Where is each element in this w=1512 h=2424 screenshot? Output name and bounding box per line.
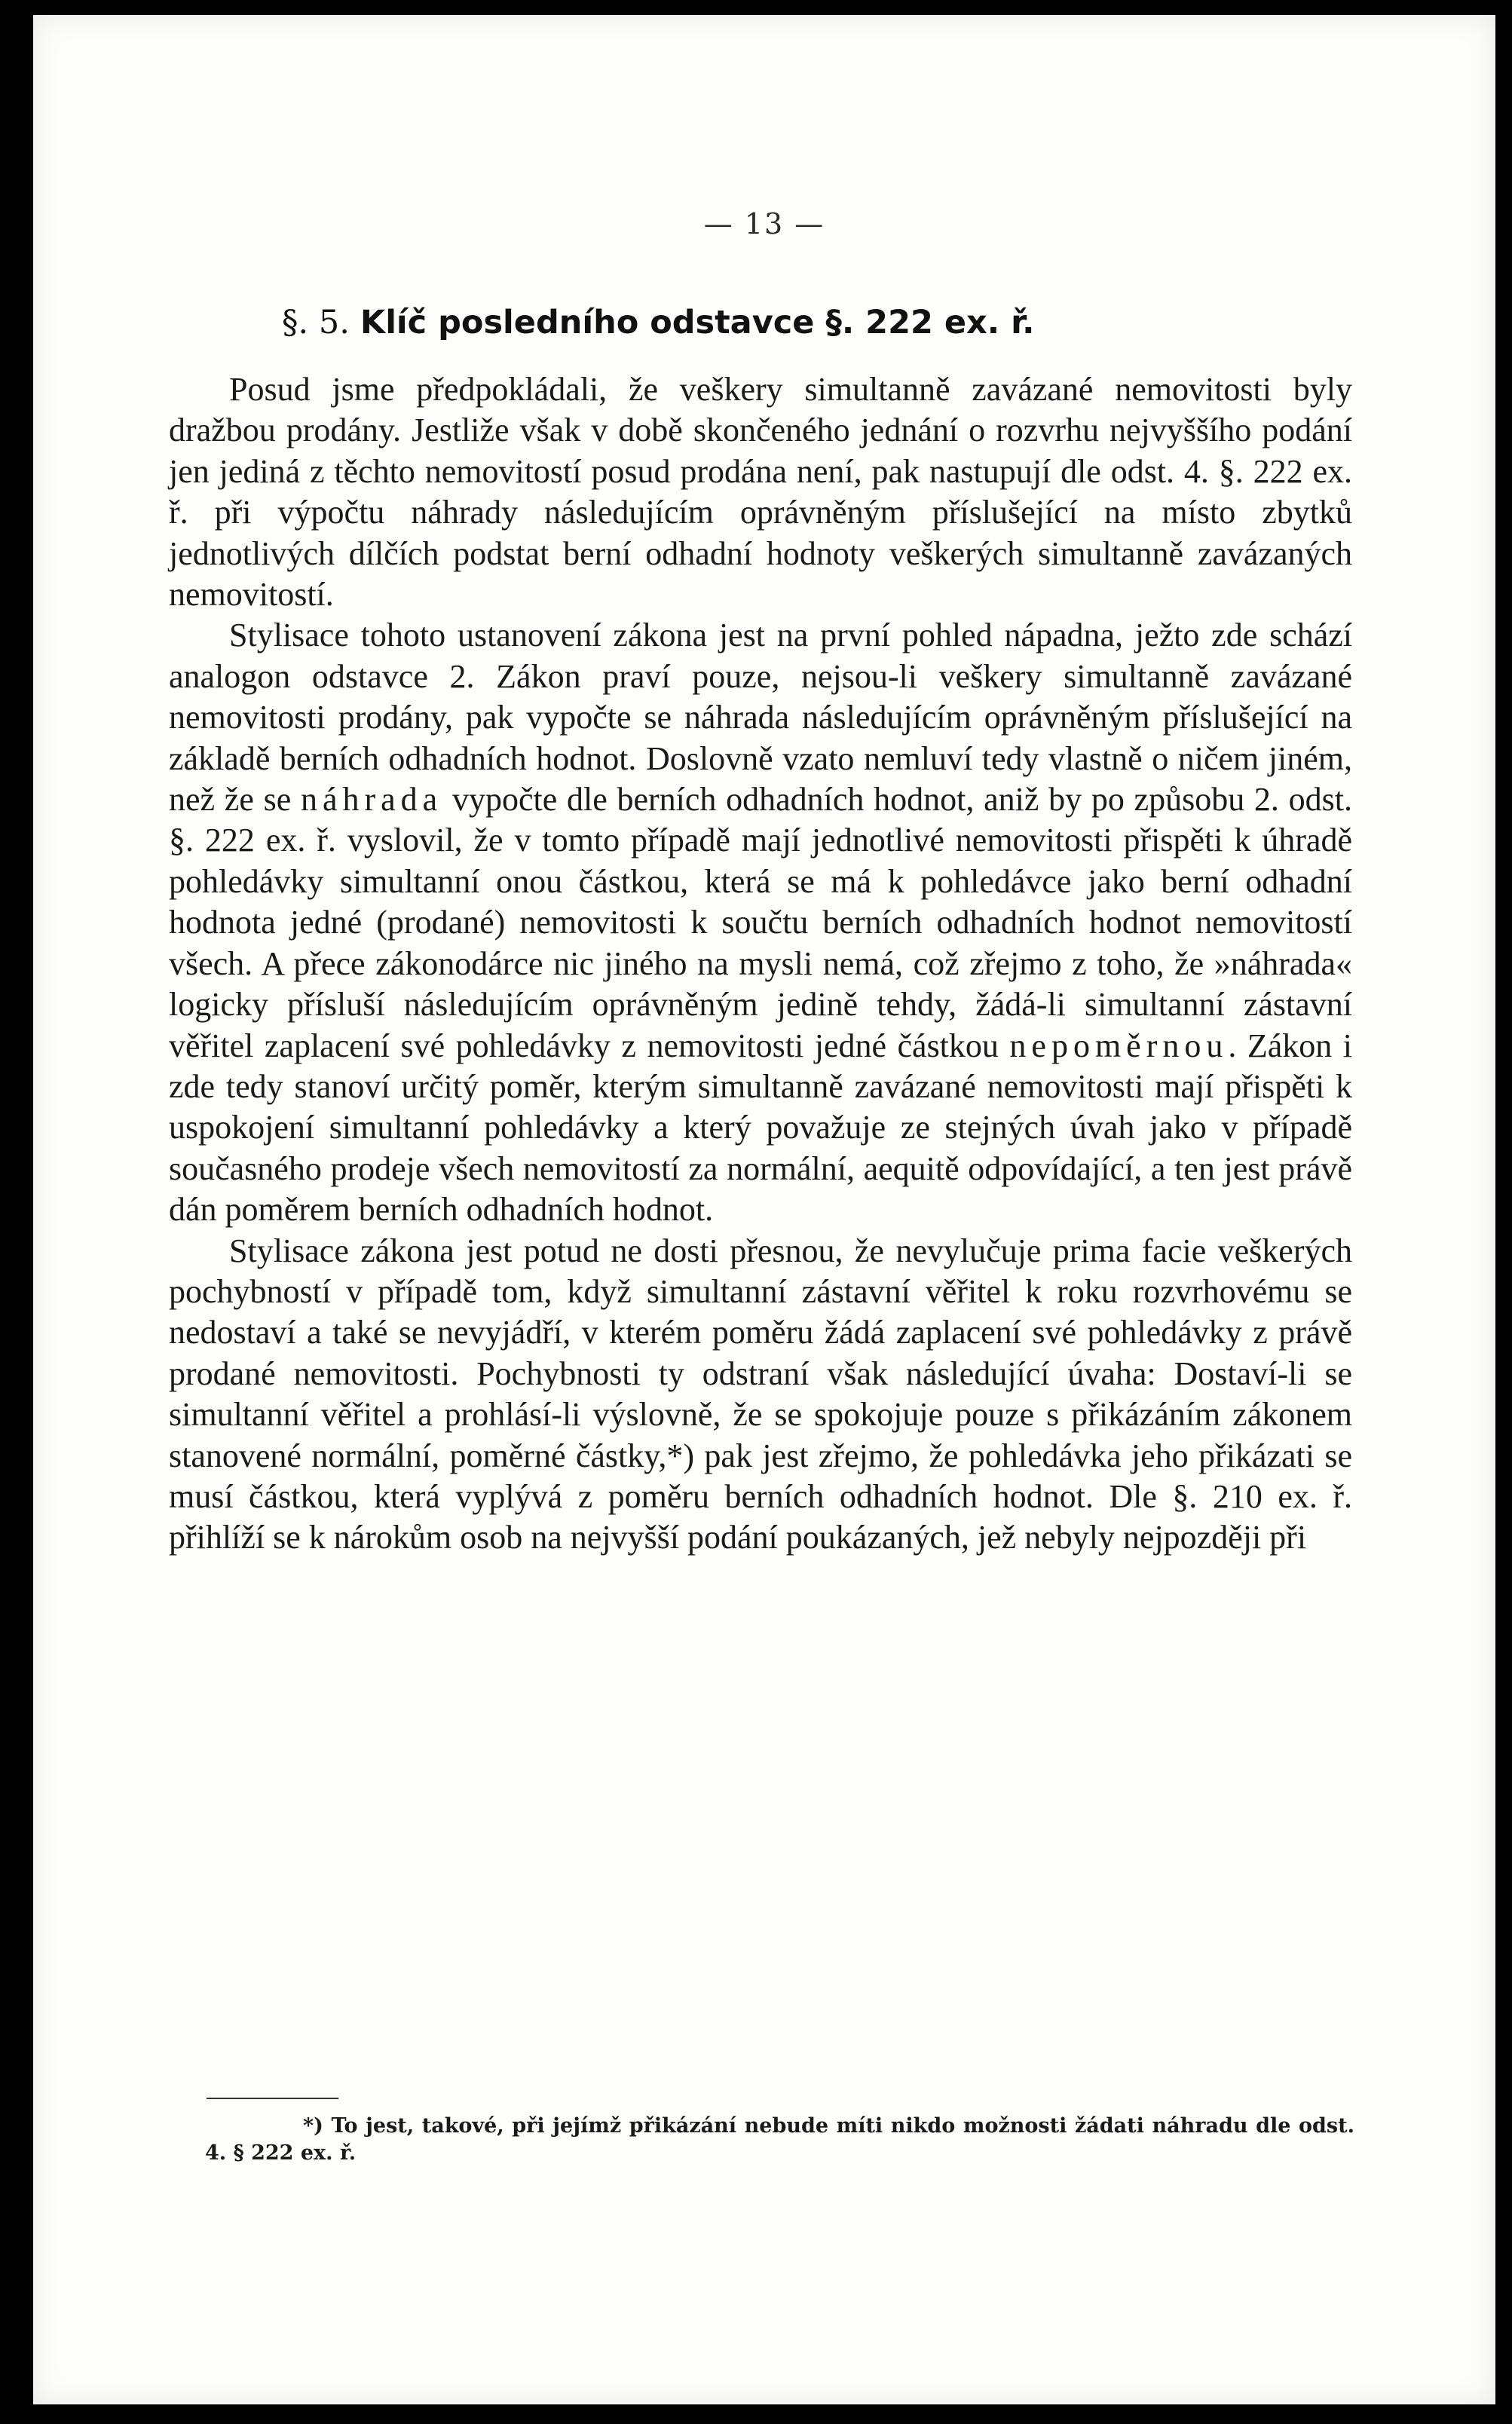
body-text [169, 369, 1352, 1559]
paragraph-1: Posud jsme předpokládali, že veškery simultanně zavázané nemovitosti byly dražbou prodány. Jestliže však v době skončeného jednání o rozvrhu nejvyššího podání jen jediná z těchto nemovitostí posud prodána není, pak nastupují dle odst. 4. §. 222 ex. ř. při výpočtu náhrady následujícím oprávněným příslušející na místo zbytků jednotlivých dílčích podstat berní odhadní hodnoty veškerých simultanně zavázaných nemovitostí. [169, 371, 1352, 614]
paragraph-2-part-1: Stylisace tohoto ustanovení zákona jest na první pohled nápadna, ježto zde schází analogon odstavce 2. Zákon praví pouze, nejsou-li veškery simultanně zavázané nemovitosti prodány, pak vypočte se náhrada následujícím oprávněným příslušející na základě berních odhadních hodnot. Doslovně vzato nemluví tedy vlastně o ničem jiném, než že se [169, 617, 1352, 819]
paragraph-2-part-2: vypočte dle berních odhadních hodnot, aniž by po způsobu 2. odst. §. 222 ex. ř. vyslovil, že v tomto případě mají jednotlivé nemovitosti přispěti k úhradě pohledávky simultanní onou částkou, která se má k pohledávce jako berní odhadní hodnota jedné (prodané) nemovitosti k součtu berních odhadních hodnot nemovitostí všech. A přece zákonodárce nic jiného na mysli nemá, což zřejmo z toho, že »náhrada« logicky přísluší následujícím oprávněným jedině tehdy, žádá-li simultanní zástavní věřitel zaplacení své pohledávky z nemovitosti jedné částkou [169, 781, 1353, 1064]
paragraph-3: Stylisace zákona jest potud ne dosti přesnou, že nevylučuje prima facie veškerých pochybností v případě tom, když simultanní zástavní věřitel k roku rozvrhovému se nedostaví a také se nevyjádří, v kterém poměru žádá zaplacení své pohledávky z právě prodané nemovitosti. Pochybnosti ty odstraní však následující úvaha: Dostaví-li se simultanní věřitel a prohlásí-li výslovně, že se spokojuje pouze s přikázáním zákonem stanovené normální, poměrné částky,*) pak jest zřejmo, že pohledávka jeho přikázati se musí částkou, která vyplývá z poměru berních odhadních hodnot. Dle §. 210 ex. ř. přihlíží se k nárokům osob na nejvyšší podání poukázaných, jež nebyly nejpozději při [169, 1232, 1352, 1556]
section-heading [282, 304, 1035, 341]
emphasis-nepomernou: nepoměrnou [1009, 1027, 1229, 1064]
footnote: *) To jest, takové, při jejímž přikázání nebude míti nikdo možnosti žádati náhradu dle odst. 4. § 222 ex. ř. [205, 2114, 1354, 2165]
section-number: §. 5. [282, 304, 350, 341]
section-title: Klíč posledního odstavce §. 222 ex. ř. [360, 304, 1035, 341]
paragraph-2-part-3: . Zákon i zde tedy stanoví určitý poměr, kterým simultanně zavázané nemovitosti mají přispěti k uspokojení simultanní pohledávky a který považuje ze stejných úvah jako v případě současného prodeje všech nemovitostí za normální, aequitě odpovídající, a ten jest právě dán poměrem berních odhadních hodnot. [169, 1027, 1352, 1229]
emphasis-nahrada: náhrada [300, 781, 443, 819]
paragraph-2 [169, 615, 1352, 1230]
scanned-page [33, 15, 1495, 2404]
footnote-divider [207, 2098, 338, 2099]
page-number: — 13 — [703, 207, 825, 240]
